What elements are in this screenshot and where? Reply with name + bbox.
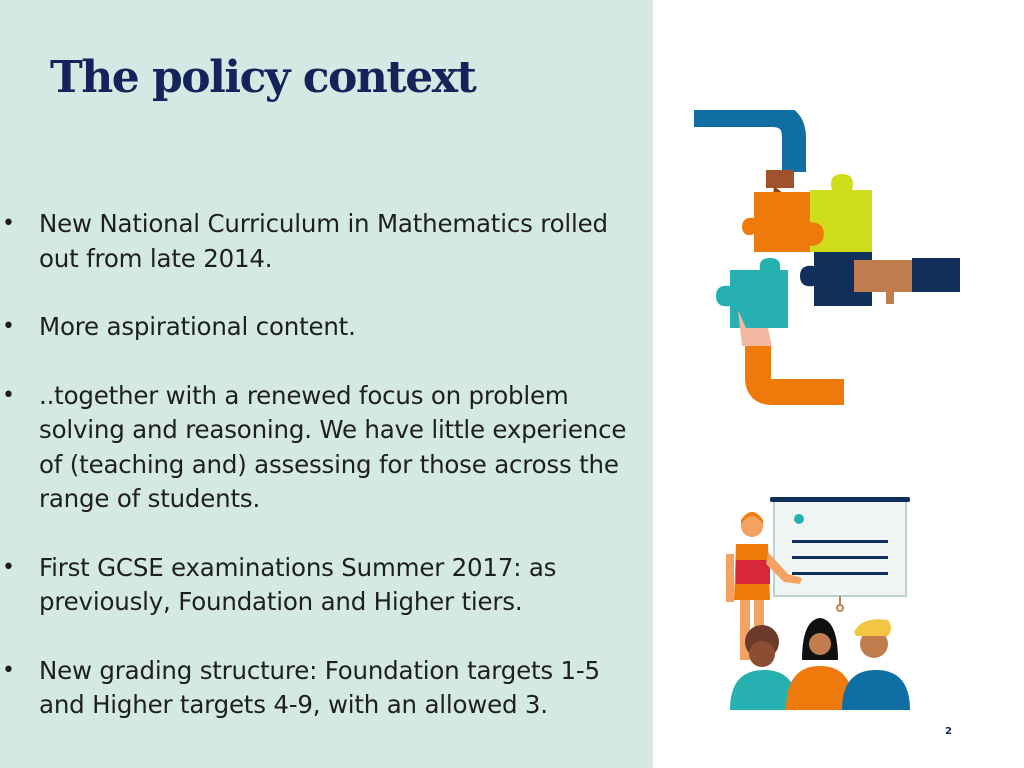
puzzle-hands-illustration [690, 110, 965, 410]
page-number: 2 [945, 726, 952, 737]
bullet-icon: • [2, 554, 15, 580]
bullet-item-5 [0, 654, 645, 723]
slide-title: The policy context [50, 52, 476, 103]
bullet-icon: • [2, 314, 15, 339]
bullet-list [0, 207, 645, 757]
bullet-item-1 [0, 207, 645, 276]
bullet-text: ..together with a renewed focus on problem solving and reasoning. We have little experience of (teaching and) assessing for those across the range of students. [39, 380, 627, 513]
bullet-icon: • [2, 211, 15, 236]
bullet-text: First GCSE examinations Summer 2017: as previously, Foundation and Higher tiers. [39, 552, 557, 616]
bullet-item-2 [0, 310, 645, 345]
bullet-text: More aspirational content. [39, 312, 356, 341]
bullet-text: New National Curriculum in Mathematics rolled out from late 2014. [39, 209, 608, 273]
bullet-item-3 [0, 379, 645, 517]
bullet-item-4 [0, 551, 645, 620]
bullet-text: New grading structure: Foundation targets 1-5 and Higher targets 4-9, with an allowed 3. [39, 655, 600, 719]
classroom-teacher-illustration [722, 492, 912, 712]
bullet-icon: • [2, 657, 15, 683]
bullet-icon: • [2, 382, 15, 408]
